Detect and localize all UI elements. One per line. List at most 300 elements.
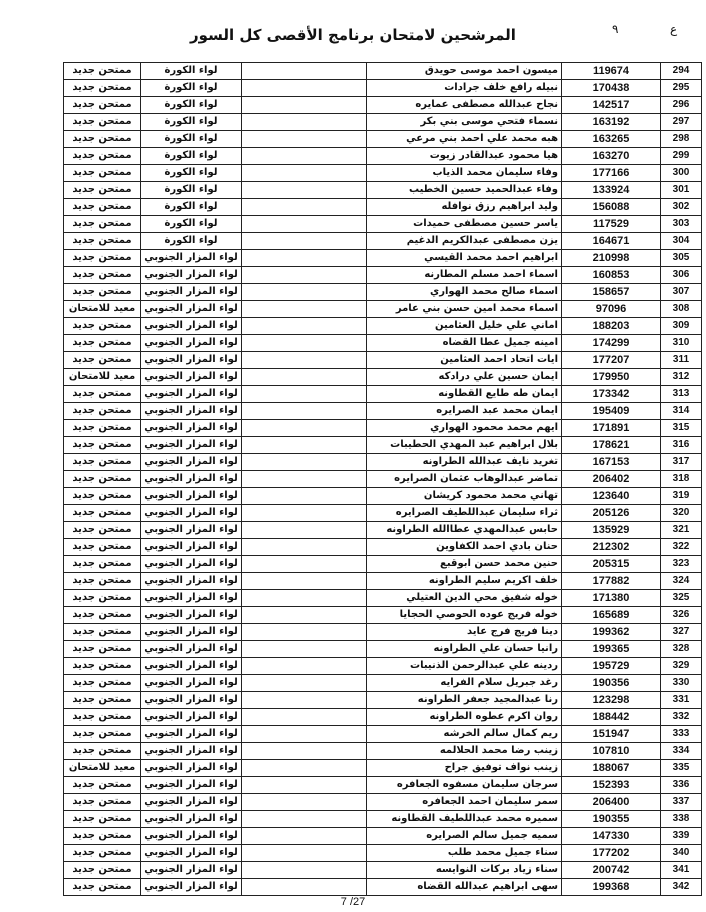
blank-cell [242,165,367,182]
candidate-name: سهى ابراهيم عبدالله القضاه [367,879,562,896]
row-number: 316 [661,437,702,454]
candidate-name: اماني علي خليل العثامين [367,318,562,335]
candidate-name: حنان بادي احمد الكفاوين [367,539,562,556]
table-row [64,488,702,505]
row-number: 304 [661,233,702,250]
exam-status: ممتحن جديد [64,675,141,692]
candidate-name: زينب رضا محمد الحلالمه [367,743,562,760]
row-number: 338 [661,811,702,828]
candidate-name: تهاني محمد محمود كريشان [367,488,562,505]
row-number: 309 [661,318,702,335]
district: لواء المزار الجنوبي [141,845,242,862]
district: لواء المزار الجنوبي [141,760,242,777]
district: لواء المزار الجنوبي [141,675,242,692]
district: لواء المزار الجنوبي [141,335,242,352]
candidate-name: اسماء احمد مسلم المطارنه [367,267,562,284]
blank-cell [242,131,367,148]
row-number: 300 [661,165,702,182]
exam-status: ممتحن جديد [64,624,141,641]
district: لواء المزار الجنوبي [141,794,242,811]
row-number: 329 [661,658,702,675]
district: لواء الكورة [141,165,242,182]
candidate-id: 133924 [562,182,661,199]
candidate-name: رانيا حسان علي الطراونه [367,641,562,658]
candidate-id: 188203 [562,318,661,335]
row-number: 326 [661,607,702,624]
candidate-id: 195409 [562,403,661,420]
row-number: 333 [661,726,702,743]
candidates-table [63,62,702,896]
table-row [64,692,702,709]
district: لواء المزار الجنوبي [141,352,242,369]
table-row [64,573,702,590]
row-number: 313 [661,386,702,403]
candidate-id: 179950 [562,369,661,386]
row-number: 297 [661,114,702,131]
candidate-id: 117529 [562,216,661,233]
district: لواء المزار الجنوبي [141,641,242,658]
row-number: 303 [661,216,702,233]
district: لواء المزار الجنوبي [141,369,242,386]
table-row [64,233,702,250]
exam-status: ممتحن جديد [64,573,141,590]
blank-cell [242,641,367,658]
exam-status: ممتحن جديد [64,794,141,811]
row-number: 335 [661,760,702,777]
exam-status: ممتحن جديد [64,828,141,845]
exam-status: ممتحن جديد [64,522,141,539]
row-number: 308 [661,301,702,318]
candidate-id: 142517 [562,97,661,114]
blank-cell [242,80,367,97]
district: لواء المزار الجنوبي [141,267,242,284]
district: لواء المزار الجنوبي [141,420,242,437]
exam-status: ممتحن جديد [64,63,141,80]
table-row [64,63,702,80]
candidate-name: ايمان حسين علي درادكه [367,369,562,386]
candidate-id: 156088 [562,199,661,216]
blank-cell [242,267,367,284]
blank-cell [242,148,367,165]
table-row [64,284,702,301]
candidate-id: 164671 [562,233,661,250]
exam-status: ممتحن جديد [64,488,141,505]
exam-status: ممتحن جديد [64,182,141,199]
candidate-name: روان اكرم عطوه الطراونه [367,709,562,726]
candidate-name: هبه محمد علي احمد بني مرعي [367,131,562,148]
exam-status: معيد للامتحان [64,760,141,777]
candidate-name: هيا محمود عبدالقادر زيوت [367,148,562,165]
row-number: 332 [661,709,702,726]
district: لواء المزار الجنوبي [141,658,242,675]
row-number: 317 [661,454,702,471]
blank-cell [242,352,367,369]
table-row [64,369,702,386]
candidate-name: حنين محمد حسن ابوقبع [367,556,562,573]
table-row [64,165,702,182]
candidate-id: 171891 [562,420,661,437]
exam-status: ممتحن جديد [64,709,141,726]
district: لواء المزار الجنوبي [141,505,242,522]
row-number: 341 [661,862,702,879]
exam-status: ممتحن جديد [64,403,141,420]
table-row [64,522,702,539]
candidate-id: 163270 [562,148,661,165]
exam-status: ممتحن جديد [64,97,141,114]
blank-cell [242,318,367,335]
row-number: 298 [661,131,702,148]
row-number: 337 [661,794,702,811]
table-row [64,471,702,488]
table-row [64,794,702,811]
exam-status: ممتحن جديد [64,658,141,675]
table-row [64,80,702,97]
candidate-name: خوله شفيق محي الدين العتيلي [367,590,562,607]
exam-status: ممتحن جديد [64,590,141,607]
row-number: 322 [661,539,702,556]
blank-cell [242,811,367,828]
candidate-name: رنا عبدالمجيد جعفر الطراونه [367,692,562,709]
exam-status: ممتحن جديد [64,879,141,896]
table-row [64,199,702,216]
table-row [64,709,702,726]
table-row [64,675,702,692]
district: لواء المزار الجنوبي [141,403,242,420]
blank-cell [242,437,367,454]
candidate-id: 97096 [562,301,661,318]
district: لواء الكورة [141,131,242,148]
table-row [64,811,702,828]
blank-cell [242,862,367,879]
table-row [64,624,702,641]
row-number: 331 [661,692,702,709]
candidate-id: 212302 [562,539,661,556]
district: لواء المزار الجنوبي [141,301,242,318]
candidate-name: نبيله رافع خلف جرادات [367,80,562,97]
blank-cell [242,692,367,709]
exam-status: ممتحن جديد [64,233,141,250]
exam-status: ممتحن جديد [64,250,141,267]
candidate-name: ميسون احمد موسى حويدق [367,63,562,80]
exam-status: ممتحن جديد [64,845,141,862]
table-row [64,148,702,165]
district: لواء المزار الجنوبي [141,607,242,624]
blank-cell [242,709,367,726]
candidate-id: 123640 [562,488,661,505]
district: لواء الكورة [141,199,242,216]
candidate-name: ابراهيم احمد محمد القيسي [367,250,562,267]
table-row [64,862,702,879]
row-number: 312 [661,369,702,386]
row-number: 334 [661,743,702,760]
district: لواء الكورة [141,114,242,131]
table-row [64,845,702,862]
row-number: 340 [661,845,702,862]
table-row [64,641,702,658]
district: لواء المزار الجنوبي [141,522,242,539]
candidate-name: ريم كمال سالم الخرشه [367,726,562,743]
exam-status: ممتحن جديد [64,352,141,369]
candidate-name: سميه جميل سالم الصرايره [367,828,562,845]
row-number: 307 [661,284,702,301]
candidate-id: 177202 [562,845,661,862]
table-row [64,114,702,131]
candidate-name: ياسر حسين مصطفى حميدات [367,216,562,233]
district: لواء المزار الجنوبي [141,624,242,641]
district: لواء الكورة [141,63,242,80]
row-number: 328 [661,641,702,658]
table-row [64,879,702,896]
table-row [64,437,702,454]
blank-cell [242,505,367,522]
blank-cell [242,114,367,131]
candidate-name: نسماء فتحي موسى بني بكر [367,114,562,131]
candidate-id: 165689 [562,607,661,624]
candidate-id: 107810 [562,743,661,760]
exam-status: ممتحن جديد [64,505,141,522]
table-row [64,539,702,556]
candidate-id: 190356 [562,675,661,692]
blank-cell [242,182,367,199]
table-row [64,386,702,403]
table-row [64,335,702,352]
table-row [64,607,702,624]
district: لواء المزار الجنوبي [141,726,242,743]
district: لواء المزار الجنوبي [141,811,242,828]
table-row [64,777,702,794]
exam-status: ممتحن جديد [64,216,141,233]
blank-cell [242,624,367,641]
exam-status: معيد للامتحان [64,369,141,386]
row-number: 325 [661,590,702,607]
blank-cell [242,573,367,590]
exam-status: ممتحن جديد [64,165,141,182]
candidate-name: ردينه علي عبدالرحمن الذنيبات [367,658,562,675]
candidate-name: امينه جميل عطا القضاه [367,335,562,352]
candidate-name: بلال ابراهيم عبد المهدي الحطيبات [367,437,562,454]
candidate-id: 199368 [562,879,661,896]
candidate-name: زينب نواف توفيق جراح [367,760,562,777]
blank-cell [242,386,367,403]
row-number: 320 [661,505,702,522]
district: لواء المزار الجنوبي [141,709,242,726]
candidate-id: 147330 [562,828,661,845]
candidate-id: 167153 [562,454,661,471]
candidate-id: 205315 [562,556,661,573]
candidate-id: 195729 [562,658,661,675]
candidate-name: سرجان سليمان مسفوه الجعافره [367,777,562,794]
blank-cell [242,556,367,573]
district: لواء المزار الجنوبي [141,743,242,760]
row-number: 323 [661,556,702,573]
candidate-id: 199362 [562,624,661,641]
blank-cell [242,420,367,437]
exam-status: ممتحن جديد [64,437,141,454]
table-row [64,182,702,199]
district: لواء المزار الجنوبي [141,777,242,794]
table-row [64,131,702,148]
blank-cell [242,743,367,760]
row-number: 324 [661,573,702,590]
table-row [64,420,702,437]
row-number: 301 [661,182,702,199]
exam-status: ممتحن جديد [64,454,141,471]
table-row [64,454,702,471]
blank-cell [242,403,367,420]
candidate-name: يزن مصطفى عبدالكريم الدغيم [367,233,562,250]
district: لواء المزار الجنوبي [141,454,242,471]
table-row [64,250,702,267]
candidates-table-body [64,63,702,896]
candidate-name: خوله فريج عوده الحوصي الحجايا [367,607,562,624]
row-number: 319 [661,488,702,505]
page-number: 7 /27 [340,896,366,908]
row-number: 294 [661,63,702,80]
candidate-name: وليد ابراهيم رزق نوافله [367,199,562,216]
blank-cell [242,658,367,675]
candidate-id: 151947 [562,726,661,743]
candidate-id: 178621 [562,437,661,454]
district: لواء المزار الجنوبي [141,488,242,505]
table-row [64,267,702,284]
candidate-id: 177166 [562,165,661,182]
exam-status: ممتحن جديد [64,726,141,743]
blank-cell [242,97,367,114]
row-number: 339 [661,828,702,845]
exam-status: ممتحن جديد [64,811,141,828]
district: لواء الكورة [141,233,242,250]
row-number: 342 [661,879,702,896]
row-number: 314 [661,403,702,420]
candidate-name: خلف اكريم سليم الطراونه [367,573,562,590]
candidate-name: سميره محمد عبداللطيف القطاونه [367,811,562,828]
table-row [64,216,702,233]
row-number: 327 [661,624,702,641]
exam-status: ممتحن جديد [64,471,141,488]
blank-cell [242,284,367,301]
candidate-name: دينا فريج فرج عايد [367,624,562,641]
blank-cell [242,828,367,845]
exam-status: ممتحن جديد [64,318,141,335]
table-row [64,726,702,743]
header-mark-left: ٩ [612,22,619,36]
candidate-name: سناء جميل محمد طلب [367,845,562,862]
row-number: 302 [661,199,702,216]
blank-cell [242,233,367,250]
blank-cell [242,301,367,318]
candidate-name: حابس عبدالمهدي عطاالله الطراونه [367,522,562,539]
table-row [64,318,702,335]
exam-status: ممتحن جديد [64,420,141,437]
exam-status: ممتحن جديد [64,607,141,624]
blank-cell [242,369,367,386]
exam-status: ممتحن جديد [64,199,141,216]
candidate-id: 152393 [562,777,661,794]
row-number: 306 [661,267,702,284]
district: لواء المزار الجنوبي [141,879,242,896]
candidate-name: ايهم محمد محمود الهواري [367,420,562,437]
candidate-name: وفاء عبدالحميد حسين الخطيب [367,182,562,199]
candidate-name: سمر سليمان احمد الجعافره [367,794,562,811]
district: لواء المزار الجنوبي [141,539,242,556]
district: لواء المزار الجنوبي [141,556,242,573]
candidate-name: تغريد نايف عبدالله الطراونه [367,454,562,471]
table-row [64,403,702,420]
district: لواء المزار الجنوبي [141,250,242,267]
candidate-name: ايات اتحاد احمد العثامين [367,352,562,369]
district: لواء المزار الجنوبي [141,828,242,845]
district: لواء المزار الجنوبي [141,692,242,709]
district: لواء الكورة [141,97,242,114]
candidate-id: 171380 [562,590,661,607]
exam-status: ممتحن جديد [64,114,141,131]
table-row [64,505,702,522]
blank-cell [242,488,367,505]
candidate-name: وفاء سليمان محمد الذياب [367,165,562,182]
candidate-id: 163192 [562,114,661,131]
candidate-id: 163265 [562,131,661,148]
candidate-id: 158657 [562,284,661,301]
candidate-id: 174299 [562,335,661,352]
blank-cell [242,879,367,896]
row-number: 330 [661,675,702,692]
blank-cell [242,63,367,80]
table-row [64,556,702,573]
candidate-id: 123298 [562,692,661,709]
exam-status: ممتحن جديد [64,267,141,284]
page-title: المرشحين لامتحان برنامج الأقصى كل السور [190,26,516,44]
candidate-name: ايمان محمد عبد الصرايره [367,403,562,420]
exam-status: ممتحن جديد [64,862,141,879]
candidate-id: 200742 [562,862,661,879]
candidate-id: 188442 [562,709,661,726]
exam-status: ممتحن جديد [64,131,141,148]
exam-status: ممتحن جديد [64,641,141,658]
candidate-id: 135929 [562,522,661,539]
blank-cell [242,250,367,267]
exam-status: ممتحن جديد [64,335,141,352]
table-row [64,352,702,369]
blank-cell [242,760,367,777]
district: لواء الكورة [141,80,242,97]
blank-cell [242,845,367,862]
candidate-id: 160853 [562,267,661,284]
district: لواء المزار الجنوبي [141,284,242,301]
row-number: 321 [661,522,702,539]
candidate-name: اسماء محمد امين حسن بني عامر [367,301,562,318]
district: لواء المزار الجنوبي [141,386,242,403]
candidate-id: 188067 [562,760,661,777]
district: لواء الكورة [141,148,242,165]
blank-cell [242,471,367,488]
district: لواء الكورة [141,182,242,199]
district: لواء الكورة [141,216,242,233]
district: لواء المزار الجنوبي [141,590,242,607]
candidate-id: 205126 [562,505,661,522]
candidate-id: 190355 [562,811,661,828]
table-row [64,97,702,114]
row-number: 318 [661,471,702,488]
candidate-name: ثراء سليمان عبداللطيف الصرايره [367,505,562,522]
candidate-id: 119674 [562,63,661,80]
blank-cell [242,794,367,811]
blank-cell [242,539,367,556]
exam-status: ممتحن جديد [64,743,141,760]
blank-cell [242,199,367,216]
exam-status: ممتحن جديد [64,148,141,165]
table-row [64,743,702,760]
candidate-id: 206400 [562,794,661,811]
